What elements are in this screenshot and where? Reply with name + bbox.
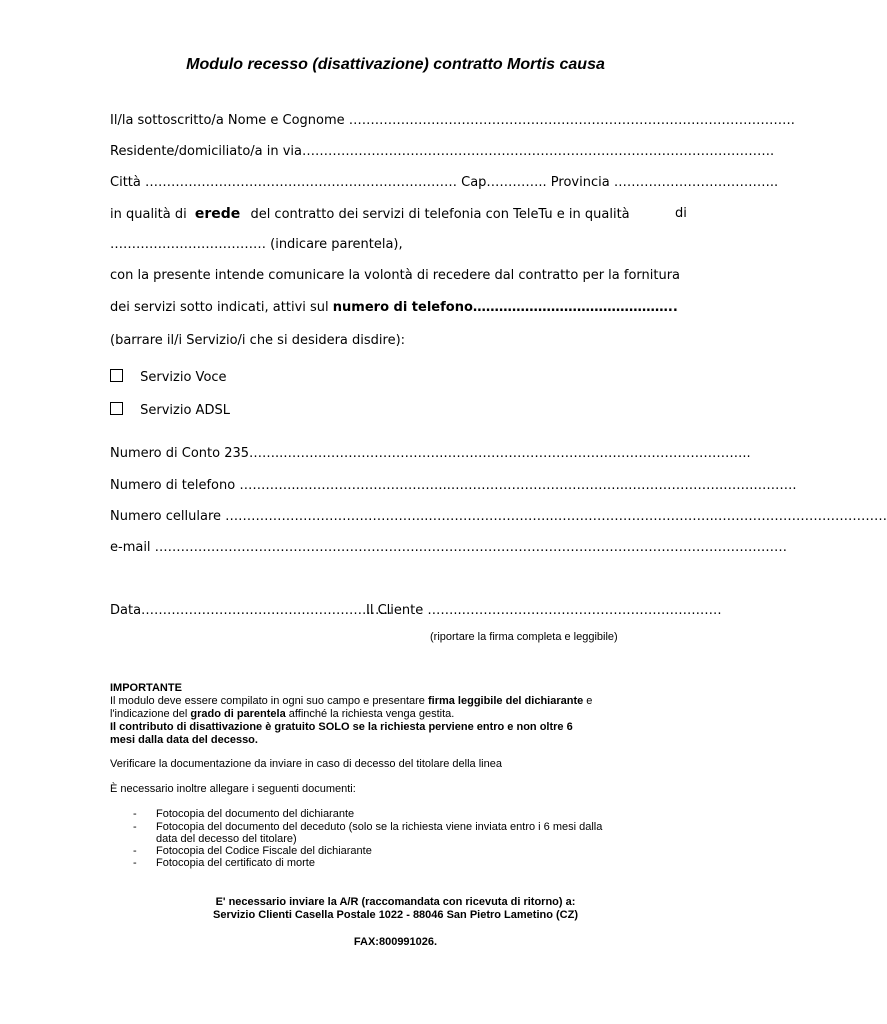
heir-bold: erede [194, 206, 241, 222]
mobile-number-text: Numero cellulare ………………………………………..………………………..………………………………..………………………………… [110, 509, 887, 524]
doc-list-item-1: Fotocopia del documento del dichiarante [156, 808, 355, 820]
account-number-line: Numero di Conto 235……..……………………………….…………………………………………………………….. [110, 446, 751, 461]
date-line: Data…………………………………………………. [110, 603, 393, 618]
service-adsl-checkbox[interactable] [110, 402, 123, 415]
important-line-3: Il contributo di disattivazione è gratuito SOLO se la richiesta perviene entro e non oltre 6 [110, 721, 573, 733]
doc-list-item-2-cont: data del decesso del titolare) [156, 833, 297, 845]
important-line-1-text: Il modulo deve essere compilato in ogni suo campo e presentare [110, 695, 428, 707]
important-line-4: mesi dalla data del decesso. [110, 734, 258, 746]
page-title: Modulo recesso (disattivazione) contratto Mortis causa [186, 56, 605, 73]
phone-number-line: Numero di telefono …………..……………………………..…………………………………..………………….…….………. [110, 478, 797, 493]
client-signature-line: Il Cliente ……..…………………………………………………… [366, 603, 722, 618]
doc-list-dash-1: - [133, 808, 137, 820]
name-line: Il/la sottoscritto/a Nome e Cognome …………………………………………………………………………………………. [110, 113, 795, 128]
service-adsl-row [110, 402, 230, 418]
relation-line: ……………………………… (indicare parentela), [110, 237, 403, 252]
signature-note: (riportare la firma completa e leggibile) [430, 631, 618, 643]
address-line: Residente/domiciliato/a in via………………………………………………………………………………………………. [110, 144, 775, 159]
phone-intent-bold: numero di telefono……………………………………….. [332, 300, 678, 315]
city-line: Città ……………………………………………………………… Cap………….. Provincia ……………………………….. [110, 175, 779, 190]
footer-fax: FAX:800991026. [353, 936, 438, 948]
instruction-line: (barrare il/i Servizio/i che si desidera disdire): [110, 333, 406, 348]
email-text: e-mail ……………………………………………………..………………………………………………………………………… [110, 540, 787, 555]
service-voce-row [110, 369, 227, 385]
doc-list-item-2: Fotocopia del documento del deceduto (solo se la richiesta viene inviata entro i 6 mesi dalla [156, 821, 603, 833]
email-line [110, 540, 787, 555]
heir-line [110, 206, 630, 222]
doc-list-item-4: Fotocopia del certificato di morte [156, 857, 315, 869]
important-line-2-text: l'indicazione del [110, 708, 191, 720]
important-line-1-bold: firma leggibile del dichiarante [427, 695, 584, 707]
verify-text: Verificare la documentazione da inviare in caso di decesso del titolare della linea [110, 758, 502, 770]
mobile-number-line [110, 509, 887, 524]
service-voce-label: Servizio Voce [140, 370, 227, 385]
important-heading: IMPORTANTE [110, 682, 182, 694]
important-line-2 [110, 708, 454, 720]
doc-list-item-3: Fotocopia del Codice Fiscale del dichiarante [156, 845, 372, 857]
service-voce-checkbox[interactable] [110, 369, 123, 382]
heir-di: di [675, 206, 687, 221]
necessary-text: È necessario inoltre allegare i seguenti documenti: [110, 783, 356, 795]
important-line-1 [110, 695, 592, 707]
service-adsl-label: Servizio ADSL [140, 403, 230, 418]
heir-middle: del contratto dei servizi di telefonia con TeleTu e in qualità [250, 207, 630, 222]
important-line-2-end: affinché la richiesta venga gestita. [285, 708, 455, 720]
doc-list-dash-4: - [133, 857, 137, 869]
phone-intent-prefix: dei servizi sotto indicati, attivi sul [110, 300, 329, 315]
heir-prefix: in qualità di [110, 207, 187, 222]
phone-intent-line [110, 300, 678, 315]
footer-address: Servizio Clienti Casella Postale 1022 - 88046 San Pietro Lametino (CZ) [213, 909, 578, 921]
footer-line-1: E' necessario inviare la A/R (raccomandata con ricevuta di ritorno) a: [215, 896, 576, 908]
doc-list-dash-2: - [133, 821, 137, 833]
intent-line: con la presente intende comunicare la volontà di recedere dal contratto per la fornitura [110, 268, 681, 283]
important-line-1-end: e [583, 695, 593, 707]
important-line-2-bold: grado di parentela [190, 708, 286, 720]
doc-list-dash-3: - [133, 845, 137, 857]
